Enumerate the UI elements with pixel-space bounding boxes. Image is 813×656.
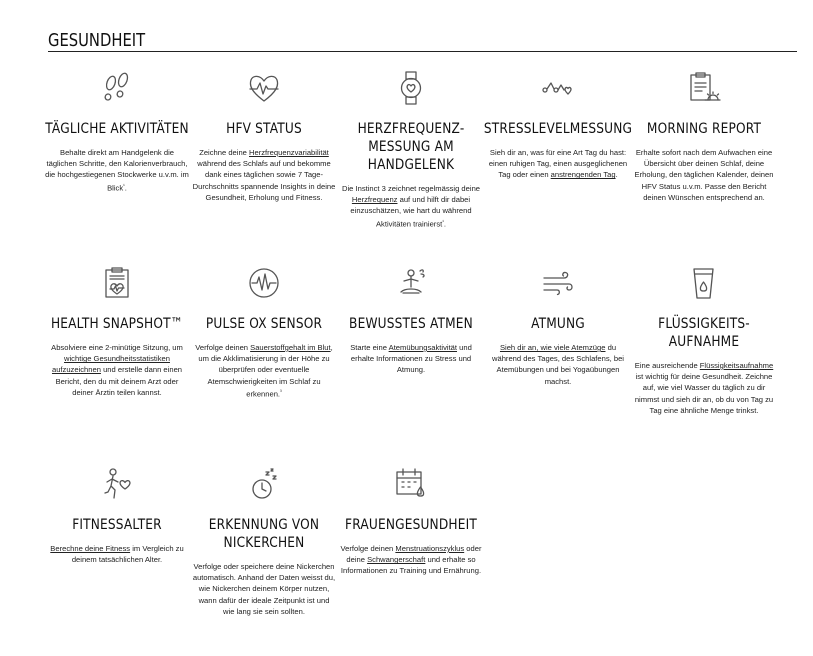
feature-mindful-breathing — [339, 265, 483, 376]
feature-link[interactable]: Herzfrequenz — [351, 195, 398, 205]
feature-text-segment: im Vergleich zu deinem tatsächlichen Alter. — [71, 544, 184, 565]
feature-title — [335, 516, 486, 534]
feature-hydration — [632, 265, 776, 416]
feature-text-segment: und erstelle dann einen Bericht, den du mit deinem Arzt oder deiner Ärztin teilen kannst. — [55, 365, 183, 397]
feature-text-segment: Starte eine — [350, 343, 389, 352]
feature-title-line: PULSE OX SENSOR — [205, 316, 323, 332]
feature-title — [335, 120, 486, 174]
feature-link[interactable]: wichtige Gesundheitsstatistiken aufzuzeichnen — [51, 354, 170, 375]
feature-text-segment: Verfolge oder speichere deine Nickerchen automatisch. Anhand der Daten weisst du, wie Nickerchen deinem Körper nutzen, wann dafür der ideale Zeitpunkt ist und wie lang sie sein sollten. — [192, 562, 336, 616]
feature-title — [188, 120, 339, 138]
feature-title — [628, 315, 779, 351]
feature-title-line: ERKENNUNG VON — [208, 517, 320, 533]
feature-title-line: HFV STATUS — [226, 121, 302, 137]
feature-link[interactable]: Schwangerschaft — [367, 555, 426, 565]
feature-description — [486, 147, 630, 181]
feature-description — [192, 342, 336, 400]
feature-title-line: TÄGLICHE AKTIVITÄTEN — [45, 121, 189, 137]
feature-text-segment: Verfolge deinen — [340, 544, 396, 553]
sleep-clock-icon — [192, 466, 336, 502]
feature-text-segment: und erhalte Informationen zu Stress und Atmung. — [350, 343, 472, 375]
feature-text-segment: ¹ — [442, 218, 444, 225]
feature-link[interactable]: anstrengenden Tag — [550, 170, 616, 180]
feature-health-snapshot — [45, 265, 189, 398]
feature-pulse-ox — [192, 265, 336, 400]
feature-nap-detection — [192, 466, 336, 617]
feature-text-segment: und erhalte so Informationen zu Training und Ernährung. — [340, 555, 482, 576]
feature-text-segment: Eine ausreichende — [634, 361, 700, 370]
feature-link[interactable]: Berechne deine Fitness — [50, 544, 131, 553]
feature-link[interactable]: Atemübungsaktivität — [388, 343, 458, 352]
feature-title — [482, 120, 633, 138]
feature-text-segment: du während des Tages, des Schlafens, bei Atemübungen und bei Yogaübungen machst. — [492, 343, 624, 386]
feature-link[interactable]: Sauerstoffgehalt im Blut — [250, 343, 331, 352]
glass-drop-icon — [632, 265, 776, 301]
feature-description — [339, 342, 483, 376]
feature-womens-health — [339, 466, 483, 577]
feature-link[interactable]: Sieh dir an, wie viele Atemzüge — [499, 343, 606, 352]
feature-description — [339, 543, 483, 577]
feature-text-segment: . — [124, 183, 127, 193]
footprints-icon — [45, 70, 189, 106]
feature-link[interactable]: Herzfrequenzvariabilität — [249, 148, 329, 157]
clipboard-heart-icon — [45, 265, 189, 301]
feature-text-segment: Sieh dir an, was für eine Art Tag du hast: einen ruhigen Tag, einen ausgeglichenen Tag oder einen — [488, 148, 628, 180]
feature-hrv-status — [192, 70, 336, 203]
feature-text-segment: ³ — [280, 388, 282, 395]
feature-title — [628, 120, 779, 138]
feature-description — [632, 147, 776, 203]
pulse-circle-icon — [192, 265, 336, 301]
feature-description — [45, 543, 189, 565]
feature-text-segment: Behalte direkt am Handgelenk die täglichen Schritte, den Kalorienverbrauch, die hochgestiegenen Stockwerke u.v.m. im Blick — [45, 148, 189, 193]
feature-title-line: MESSUNG AM — [368, 139, 454, 155]
feature-text-segment: ¹ — [123, 182, 125, 189]
meditation-icon — [339, 265, 483, 301]
feature-text-segment: Die Instinct 3 zeichnet regelmässig deine — [341, 184, 481, 193]
feature-title — [335, 315, 486, 333]
feature-title-line: STRESSLEVELMESSUNG — [483, 121, 633, 137]
feature-description — [45, 147, 189, 193]
feature-text-segment: Verfolge deinen — [195, 343, 251, 352]
feature-description — [339, 183, 483, 229]
feature-text-segment: auf und hilft dir dabei einzuschätzen, wie hart du während Aktivitäten trainierst — [350, 195, 472, 229]
section-title: GESUNDHEIT — [48, 30, 146, 51]
feature-fitness-age — [45, 466, 189, 565]
heart-pulse-icon — [192, 70, 336, 106]
feature-text-segment: , um die Akklimatisierung in der Höhe zu überprüfen oder eventuelle Atemschwierigkeiten im Schlaf zu erkennen. — [198, 343, 333, 399]
feature-title-line: ATMUNG — [531, 316, 585, 332]
feature-title — [41, 120, 192, 138]
feature-morning-report — [632, 70, 776, 203]
feature-text-segment: Zeichne deine — [199, 148, 250, 157]
feature-title-line: FITNESSALTER — [72, 517, 162, 533]
feature-text-segment: . — [615, 170, 618, 180]
feature-title-line: FLÜSSIGKEITS- — [658, 316, 750, 332]
feature-title — [41, 516, 192, 534]
feature-description — [632, 360, 776, 416]
title-divider — [48, 51, 797, 52]
feature-title — [41, 315, 192, 333]
feature-description — [45, 342, 189, 398]
feature-text-segment: . — [443, 219, 447, 229]
feature-link[interactable]: Menstruationszyklus — [395, 544, 465, 553]
feature-description — [192, 561, 336, 617]
feature-respiration — [486, 265, 630, 387]
feature-title — [188, 315, 339, 333]
feature-title-line: AUFNAHME — [668, 334, 740, 350]
feature-title — [482, 315, 633, 333]
calendar-drop-icon — [339, 466, 483, 502]
feature-title-line: MORNING REPORT — [646, 121, 762, 137]
feature-description — [486, 342, 630, 387]
feature-stress-level — [483, 70, 633, 181]
feature-title-line: HANDGELENK — [367, 157, 455, 173]
feature-title-line: BEWUSSTES ATMEN — [349, 316, 473, 332]
wind-icon — [486, 265, 630, 301]
feature-description — [192, 147, 336, 203]
feature-text-segment: ist wichtig für deine Gesundheit. Zeichne auf, wie viel Wasser du täglich zu dir nimmst und sieh dir an, ob du von Tag zu Tag eine ähnliche Menge trinkst. — [634, 372, 774, 415]
feature-title-line: HEALTH SNAPSHOT™ — [50, 316, 184, 332]
feature-wrist-heart-rate — [339, 70, 483, 229]
feature-text-segment: Erhalte sofort nach dem Aufwachen eine Übersicht über deinen Schlaf, deine Erholung, den täglichen Kalender, deinen HFV Status u.v.m. Passe den Bericht deinen Wünschen entsprechend an. — [634, 148, 774, 202]
feature-title-line: NICKERCHEN — [223, 535, 305, 551]
feature-text-segment: oder deine — [346, 544, 482, 565]
feature-title — [188, 516, 339, 552]
stress-wave-icon — [486, 70, 630, 106]
feature-link[interactable]: Flüssigkeitsaufnahme — [699, 361, 774, 370]
feature-text-segment: Absolviere eine 2-minütige Sitzung, um — [51, 343, 183, 352]
watch-heart-icon — [339, 70, 483, 106]
clipboard-sun-icon — [632, 70, 776, 106]
feature-title-line: HERZFREQUENZ- — [357, 121, 465, 137]
feature-text-segment: während des Schlafs auf und bekomme dank eines täglichen sowie 7 Tage-Durchschnitts spannende Insights in deine Gesundheit, Erholung und Fitness. — [192, 159, 336, 202]
feature-daily-activities — [45, 70, 189, 193]
feature-title-line: FRAUENGESUNDHEIT — [345, 517, 477, 533]
runner-heart-icon — [45, 466, 189, 502]
